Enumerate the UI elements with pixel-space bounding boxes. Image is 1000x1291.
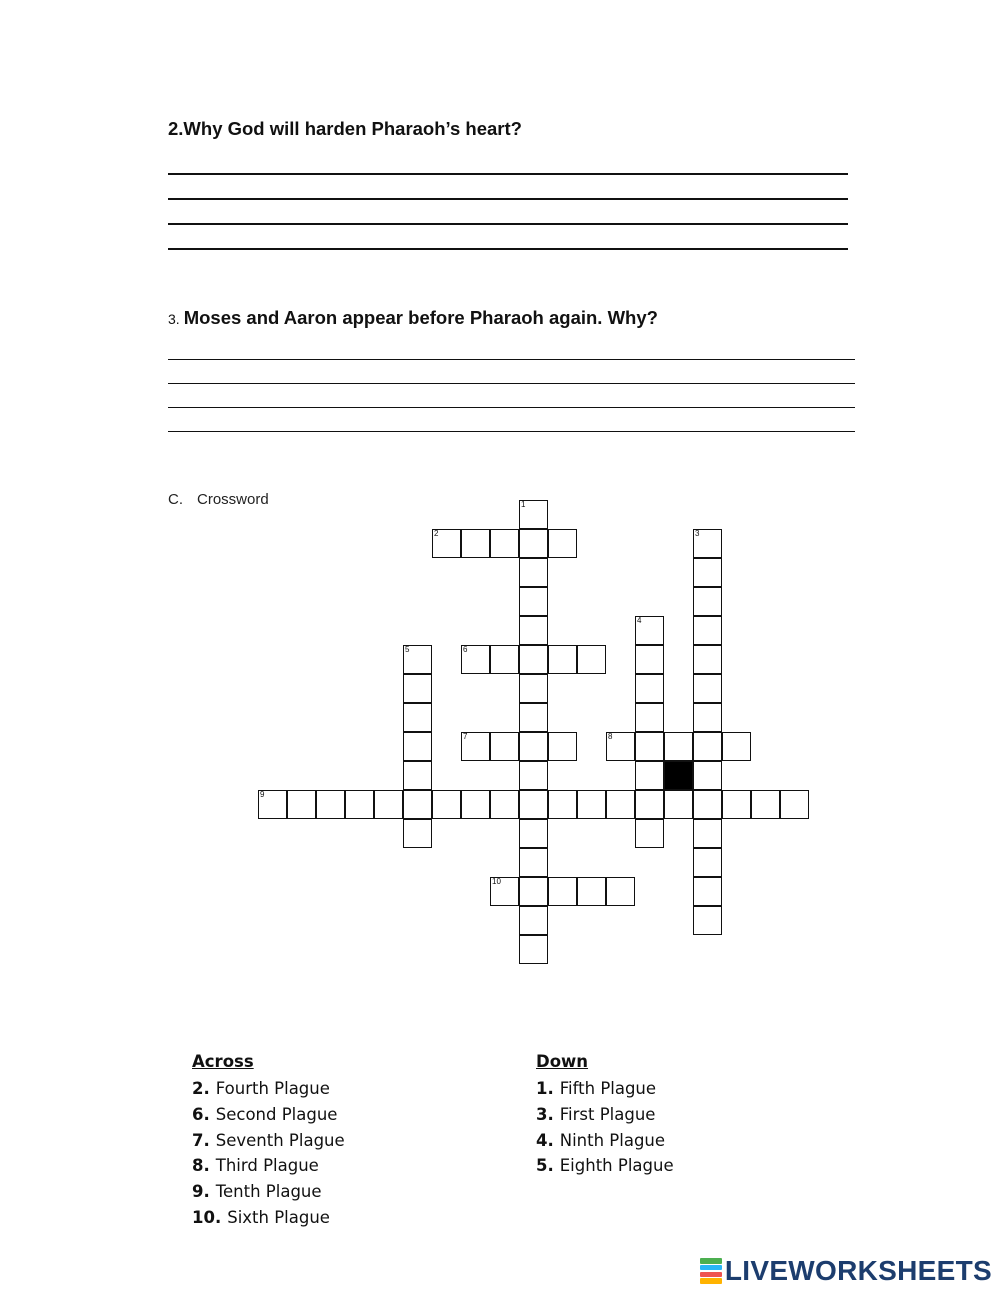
answer-line[interactable] — [168, 359, 855, 360]
logo-text: LIVEWORKSHEETS — [724, 1255, 992, 1286]
crossword-cell[interactable] — [548, 732, 577, 761]
clue-number: 1. — [536, 1079, 554, 1098]
answer-line[interactable] — [168, 198, 848, 200]
crossword-cell[interactable] — [403, 790, 432, 819]
crossword-cell[interactable] — [461, 645, 490, 674]
crossword-cell[interactable] — [635, 703, 664, 732]
logo-block — [700, 1278, 722, 1284]
question-3-title — [168, 307, 658, 329]
crossword-cell[interactable] — [519, 906, 548, 935]
crossword-clue-number: 8 — [608, 732, 613, 741]
clue-text: Sixth Plague — [227, 1207, 330, 1227]
crossword-clue-number: 6 — [463, 645, 468, 654]
answer-line[interactable] — [168, 248, 848, 250]
clue-text: Third Plague — [215, 1156, 319, 1176]
crossword-cell[interactable] — [635, 616, 664, 645]
crossword-cell[interactable] — [548, 790, 577, 819]
crossword-cell[interactable] — [345, 790, 374, 819]
clue-number: 9. — [192, 1182, 210, 1202]
crossword-cell[interactable] — [577, 790, 606, 819]
clue-text: Tenth Plague — [215, 1182, 322, 1202]
answer-line[interactable] — [168, 431, 855, 432]
crossword-cell[interactable] — [490, 645, 519, 674]
clue-down-5 — [536, 1153, 674, 1179]
crossword-cell[interactable] — [780, 790, 809, 819]
clue-across-10 — [192, 1205, 345, 1231]
clue-down-1 — [536, 1076, 674, 1102]
clues-down — [536, 1050, 674, 1179]
crossword-cell[interactable] — [693, 645, 722, 674]
clue-number: 5. — [536, 1156, 554, 1176]
crossword-cell[interactable] — [519, 674, 548, 703]
crossword-cell[interactable] — [432, 529, 461, 558]
crossword-cell[interactable] — [693, 674, 722, 703]
crossword-cell[interactable] — [693, 877, 722, 906]
crossword-cell[interactable] — [490, 732, 519, 761]
clue-across-7 — [192, 1128, 345, 1154]
crossword-black-cell — [664, 761, 693, 790]
clue-across-2 — [192, 1076, 345, 1102]
crossword-cell[interactable] — [519, 703, 548, 732]
crossword-cell[interactable] — [548, 877, 577, 906]
answer-line[interactable] — [168, 383, 855, 384]
crossword-cell[interactable] — [519, 558, 548, 587]
question-2-text: 2.Why God will harden Pharaoh’s heart? — [168, 118, 522, 139]
crossword-cell[interactable] — [519, 877, 548, 906]
crossword-cell[interactable] — [519, 761, 548, 790]
crossword-cell[interactable] — [519, 790, 548, 819]
clue-across-6 — [192, 1102, 345, 1128]
crossword-clue-number: 5 — [405, 645, 410, 654]
crossword-cell[interactable] — [693, 906, 722, 935]
crossword-cell[interactable] — [635, 645, 664, 674]
answer-line[interactable] — [168, 173, 848, 175]
clue-text: Fourth Plague — [215, 1079, 330, 1098]
crossword-cell[interactable] — [519, 645, 548, 674]
clue-across-8 — [192, 1153, 345, 1179]
crossword-cell[interactable] — [635, 761, 664, 790]
crossword-clue-number: 10 — [492, 877, 501, 886]
clue-across-9 — [192, 1179, 345, 1205]
crossword-cell[interactable] — [461, 732, 490, 761]
answer-line[interactable] — [168, 223, 848, 225]
logo-block — [700, 1272, 722, 1278]
crossword-cell[interactable] — [519, 848, 548, 877]
clue-number: 10. — [192, 1207, 222, 1227]
crossword-cell[interactable] — [606, 732, 635, 761]
crossword-clue-number: 9 — [260, 790, 265, 799]
crossword-cell[interactable] — [403, 703, 432, 732]
liveworksheets-logo-icon — [700, 1258, 722, 1284]
clue-down-4 — [536, 1128, 674, 1154]
clue-number: 2. — [192, 1079, 210, 1098]
crossword-cell[interactable] — [635, 732, 664, 761]
section-title: Crossword — [197, 491, 269, 508]
crossword-cell[interactable] — [693, 558, 722, 587]
crossword-cell[interactable] — [287, 790, 316, 819]
clue-number: 6. — [192, 1104, 210, 1124]
crossword-cell[interactable] — [693, 703, 722, 732]
crossword-clue-number: 2 — [434, 529, 439, 538]
crossword-cell[interactable] — [606, 877, 635, 906]
crossword-cell[interactable] — [635, 790, 664, 819]
crossword-cell[interactable] — [258, 790, 287, 819]
crossword-clue-number: 7 — [463, 732, 468, 741]
crossword-cell[interactable] — [577, 877, 606, 906]
clue-text: Ninth Plague — [559, 1130, 666, 1150]
crossword-cell[interactable] — [461, 529, 490, 558]
clue-number: 7. — [192, 1130, 210, 1150]
crossword-cell[interactable] — [519, 500, 548, 529]
clue-text: Seventh Plague — [215, 1130, 345, 1150]
clue-number: 4. — [536, 1130, 554, 1150]
crossword-cell[interactable] — [519, 819, 548, 848]
crossword-cell[interactable] — [519, 529, 548, 558]
logo-block — [700, 1258, 722, 1264]
crossword-cell[interactable] — [751, 790, 780, 819]
liveworksheets-logo[interactable] — [700, 1255, 992, 1287]
crossword-cell[interactable] — [519, 732, 548, 761]
crossword-cell[interactable] — [693, 732, 722, 761]
clue-number: 3. — [536, 1104, 554, 1124]
clue-down-3 — [536, 1102, 674, 1128]
answer-line[interactable] — [168, 407, 855, 408]
crossword-cell[interactable] — [374, 790, 403, 819]
crossword-cell[interactable] — [664, 790, 693, 819]
crossword-clue-number: 1 — [521, 500, 526, 509]
crossword-cell[interactable] — [519, 616, 548, 645]
clues-across — [192, 1050, 345, 1231]
crossword-cell[interactable] — [577, 645, 606, 674]
crossword-cell[interactable] — [316, 790, 345, 819]
clue-number: 8. — [192, 1156, 210, 1176]
crossword-cell[interactable] — [693, 616, 722, 645]
crossword-cell[interactable] — [432, 790, 461, 819]
crossword-cell[interactable] — [722, 732, 751, 761]
crossword-cell[interactable] — [693, 587, 722, 616]
crossword-clue-number: 4 — [637, 616, 642, 625]
question-2-title — [168, 118, 522, 140]
crossword-cell[interactable] — [548, 645, 577, 674]
clue-text: Second Plague — [215, 1104, 338, 1124]
crossword-cell[interactable] — [490, 529, 519, 558]
crossword-cell[interactable] — [403, 761, 432, 790]
section-letter: C. — [168, 491, 183, 508]
crossword-cell[interactable] — [693, 848, 722, 877]
crossword-cell[interactable] — [403, 819, 432, 848]
crossword-cell[interactable] — [490, 790, 519, 819]
crossword-cell[interactable] — [606, 790, 635, 819]
crossword-cell[interactable] — [490, 877, 519, 906]
crossword-cell[interactable] — [403, 645, 432, 674]
crossword-cell[interactable] — [722, 790, 751, 819]
clue-text: First Plague — [559, 1104, 656, 1124]
clue-text: Fifth Plague — [559, 1079, 657, 1098]
crossword-cell[interactable] — [693, 761, 722, 790]
crossword-cell[interactable] — [693, 790, 722, 819]
across-heading: Across — [192, 1052, 254, 1071]
crossword-cell[interactable] — [693, 819, 722, 848]
down-heading: Down — [536, 1052, 589, 1071]
section-c-heading — [168, 491, 269, 508]
crossword-cell[interactable] — [403, 732, 432, 761]
question-3-text: Moses and Aaron appear before Pharaoh again. Why? — [183, 307, 658, 328]
crossword-cell[interactable] — [548, 529, 577, 558]
logo-block — [700, 1265, 722, 1271]
crossword-cell[interactable] — [635, 674, 664, 703]
clue-text: Eighth Plague — [559, 1156, 674, 1176]
crossword-cell[interactable] — [693, 529, 722, 558]
crossword-cell[interactable] — [635, 819, 664, 848]
crossword-cell[interactable] — [519, 587, 548, 616]
crossword-cell[interactable] — [403, 674, 432, 703]
crossword-cell[interactable] — [461, 790, 490, 819]
crossword-cell[interactable] — [664, 732, 693, 761]
crossword-cell[interactable] — [519, 935, 548, 964]
crossword-clue-number: 3 — [695, 529, 700, 538]
question-3-number: 3. — [168, 311, 180, 327]
